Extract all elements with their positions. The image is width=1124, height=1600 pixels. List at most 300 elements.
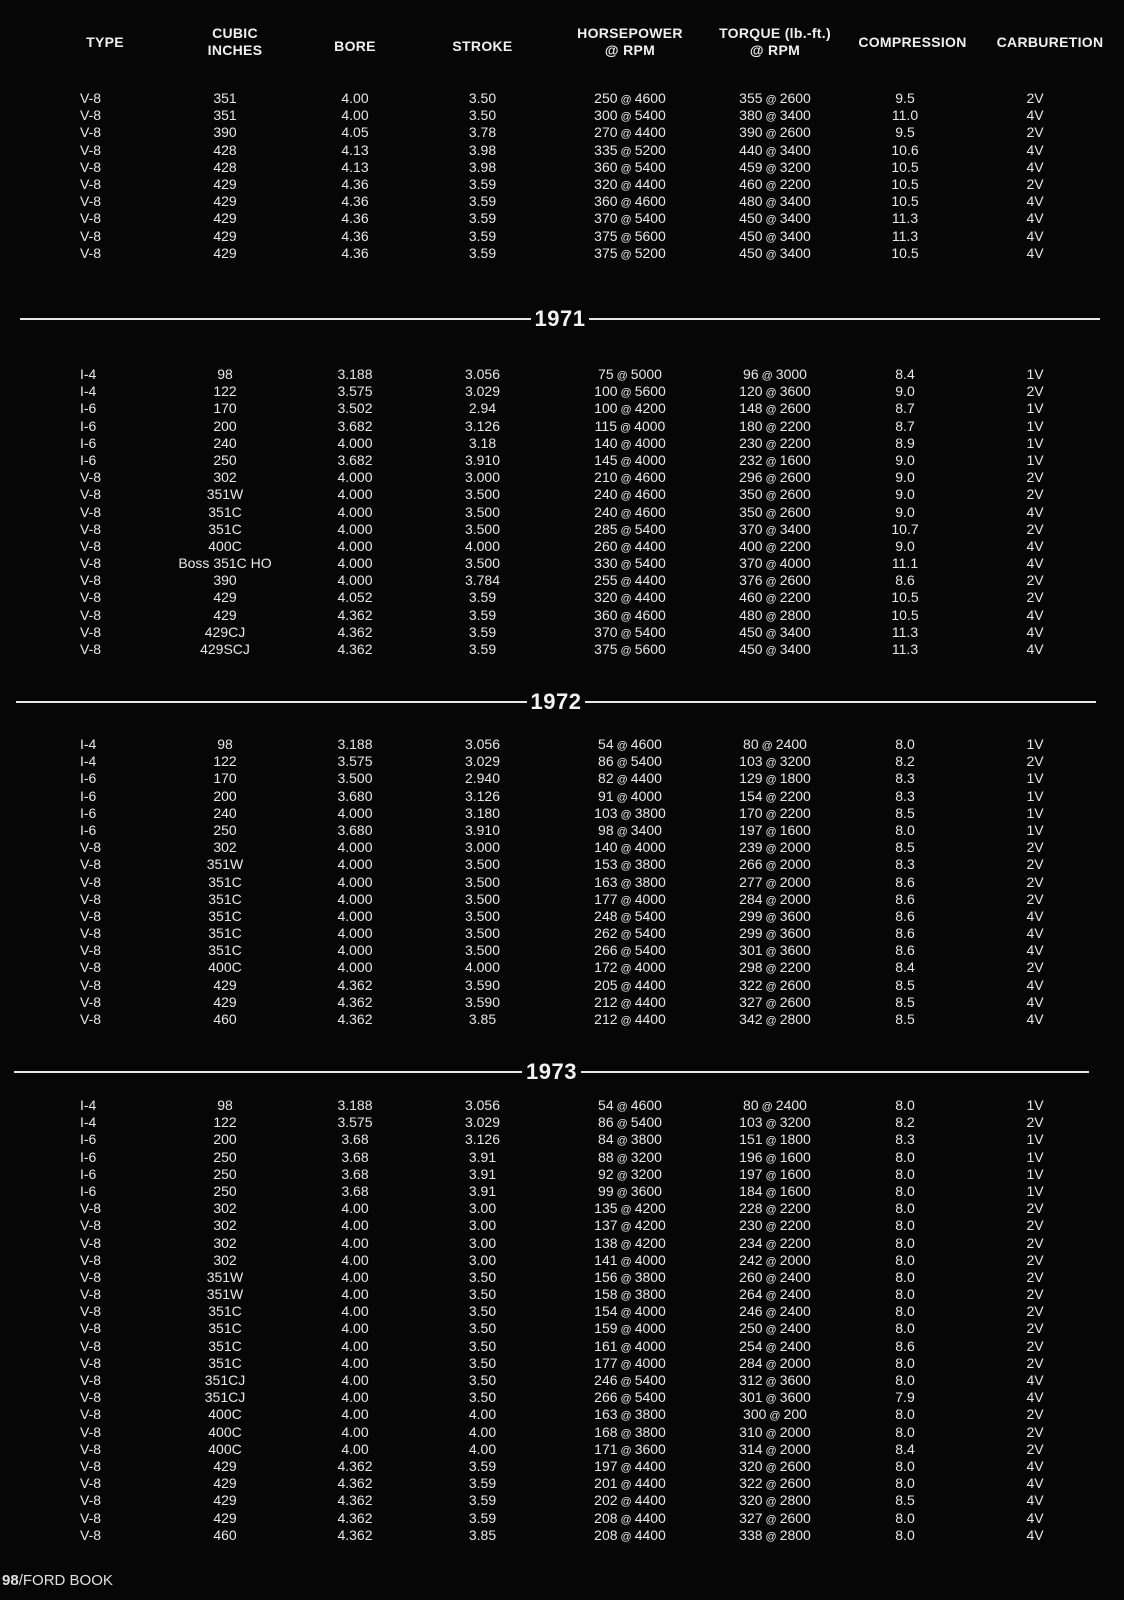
torque-value: 450 bbox=[739, 623, 763, 640]
spec-row bbox=[0, 1011, 1124, 1028]
hp-value: 92 bbox=[598, 1165, 614, 1182]
compression-cell: 8.0 bbox=[895, 736, 915, 752]
carburetion-cell: 4V bbox=[1026, 993, 1044, 1010]
at-symbol: @ bbox=[765, 179, 777, 192]
at-symbol: @ bbox=[620, 559, 632, 572]
compression-cell: 8.0 bbox=[895, 1234, 915, 1251]
torque-rpm: 2600 bbox=[779, 993, 811, 1010]
carburetion-cell: 4V bbox=[1026, 641, 1044, 657]
hp-rpm: 4600 bbox=[634, 503, 666, 520]
stroke-cell: 3.056 bbox=[464, 366, 501, 382]
at-symbol: @ bbox=[620, 128, 632, 141]
type-cell: V-8 bbox=[80, 1440, 102, 1457]
at-symbol: @ bbox=[765, 197, 777, 210]
compression-cell: 8.0 bbox=[895, 821, 915, 838]
compression-cell: 8.0 bbox=[895, 1097, 915, 1113]
spec-row bbox=[0, 435, 1124, 452]
torque-value: 459 bbox=[739, 158, 763, 175]
hp-value: 300 bbox=[594, 107, 618, 124]
hp-rpm: 5400 bbox=[634, 210, 666, 227]
cubic-inches-cell: 302 bbox=[213, 469, 237, 486]
horsepower-cell bbox=[555, 994, 705, 1013]
torque-rpm: 2200 bbox=[779, 417, 811, 434]
torque-value: 254 bbox=[739, 1337, 763, 1354]
bore-cell: 3.68 bbox=[341, 1131, 369, 1148]
at-symbol: @ bbox=[765, 1135, 777, 1148]
torque-cell bbox=[700, 521, 850, 540]
spec-row bbox=[0, 1510, 1124, 1527]
at-symbol: @ bbox=[620, 877, 632, 890]
at-symbol: @ bbox=[761, 1101, 773, 1113]
at-symbol: @ bbox=[620, 1393, 632, 1406]
torque-value: 266 bbox=[739, 856, 763, 873]
compression-cell: 10.5 bbox=[891, 158, 919, 175]
carburetion-cell: 4V bbox=[1026, 1389, 1044, 1406]
type-cell: V-8 bbox=[80, 1372, 102, 1388]
compression-cell: 9.5 bbox=[895, 90, 915, 106]
stroke-cell: 3.056 bbox=[464, 1097, 501, 1113]
torque-cell bbox=[700, 1114, 850, 1133]
carburetion-cell: 4V bbox=[1026, 1372, 1044, 1388]
horsepower-cell bbox=[555, 788, 705, 807]
compression-cell: 8.4 bbox=[895, 366, 915, 382]
spec-row bbox=[0, 856, 1124, 873]
carburetion-cell: 1V bbox=[1026, 787, 1044, 804]
type-cell: I-6 bbox=[80, 1165, 97, 1182]
compression-cell: 8.4 bbox=[895, 1440, 915, 1457]
torque-cell bbox=[700, 366, 850, 385]
hp-value: 375 bbox=[594, 227, 618, 244]
page-number: 98 bbox=[2, 1572, 19, 1589]
torque-rpm: 2000 bbox=[779, 873, 811, 890]
at-symbol: @ bbox=[620, 1376, 632, 1388]
torque-rpm: 2600 bbox=[779, 572, 811, 589]
cubic-inches-cell: 250 bbox=[213, 1165, 237, 1182]
bore-cell: 3.500 bbox=[337, 770, 373, 787]
horsepower-cell bbox=[555, 908, 705, 927]
bore-cell: 4.000 bbox=[337, 555, 373, 572]
carburetion-cell: 2V bbox=[1026, 520, 1044, 537]
stroke-cell: 3.590 bbox=[464, 976, 501, 993]
bore-cell: 4.00 bbox=[341, 1286, 369, 1303]
at-symbol: @ bbox=[620, 1290, 632, 1303]
carburetion-cell: 1V bbox=[1026, 821, 1044, 838]
cubic-inches-cell: 429 bbox=[213, 1457, 237, 1474]
cubic-inches-cell: 429 bbox=[213, 1509, 237, 1526]
cubic-inches-cell: 429 bbox=[213, 193, 237, 210]
hp-rpm: 4400 bbox=[630, 770, 662, 787]
hp-rpm: 5400 bbox=[630, 1114, 662, 1131]
at-symbol: @ bbox=[620, 808, 632, 821]
bore-cell: 4.00 bbox=[341, 1423, 369, 1440]
at-symbol: @ bbox=[761, 740, 773, 752]
type-cell: V-8 bbox=[80, 175, 102, 192]
torque-value: 151 bbox=[739, 1131, 763, 1148]
type-cell: V-8 bbox=[80, 193, 102, 210]
horsepower-cell bbox=[555, 942, 705, 961]
torque-value: 246 bbox=[739, 1303, 763, 1320]
type-cell: I-4 bbox=[80, 1097, 97, 1113]
at-symbol: @ bbox=[765, 1290, 777, 1303]
at-symbol: @ bbox=[765, 808, 777, 821]
stroke-cell: 3.59 bbox=[468, 1457, 497, 1474]
stroke-cell: 3.59 bbox=[468, 210, 497, 227]
compression-cell: 8.6 bbox=[895, 942, 915, 959]
spec-row bbox=[0, 1389, 1124, 1406]
hp-rpm: 4600 bbox=[634, 90, 666, 106]
torque-value: 480 bbox=[739, 606, 763, 623]
torque-rpm: 3600 bbox=[779, 907, 811, 924]
bore-cell: 3.502 bbox=[337, 400, 373, 417]
hp-rpm: 3800 bbox=[634, 1406, 666, 1423]
at-symbol: @ bbox=[620, 248, 632, 261]
bore-cell: 4.362 bbox=[337, 976, 373, 993]
horsepower-cell bbox=[555, 1303, 705, 1322]
spec-row bbox=[0, 839, 1124, 856]
bore-cell: 3.575 bbox=[337, 753, 373, 770]
torque-rpm: 2200 bbox=[779, 434, 811, 451]
compression-cell: 8.5 bbox=[895, 839, 915, 856]
compression-cell: 8.5 bbox=[895, 804, 915, 821]
at-symbol: @ bbox=[620, 162, 632, 175]
horsepower-cell bbox=[555, 959, 705, 978]
torque-cell bbox=[700, 1406, 850, 1425]
hp-rpm: 3800 bbox=[634, 1423, 666, 1440]
spec-row bbox=[0, 228, 1124, 245]
torque-value: 228 bbox=[739, 1200, 763, 1217]
carburetion-cell: 4V bbox=[1026, 141, 1044, 158]
hp-value: 153 bbox=[594, 856, 618, 873]
stroke-cell: 3.00 bbox=[468, 1200, 497, 1217]
at-symbol: @ bbox=[765, 1118, 777, 1131]
carburetion-cell: 2V bbox=[1026, 1406, 1044, 1423]
carburetion-cell: 4V bbox=[1026, 210, 1044, 227]
horsepower-cell bbox=[555, 641, 705, 660]
bore-cell: 4.000 bbox=[337, 804, 373, 821]
spec-row bbox=[0, 124, 1124, 141]
cubic-inches-cell: 351C bbox=[208, 1337, 242, 1354]
hp-value: 135 bbox=[594, 1200, 618, 1217]
torque-value: 480 bbox=[739, 193, 763, 210]
hp-rpm: 4000 bbox=[634, 959, 666, 976]
torque-value: 440 bbox=[739, 141, 763, 158]
bore-cell: 4.052 bbox=[337, 589, 373, 606]
stroke-cell: 4.00 bbox=[468, 1440, 497, 1457]
hp-value: 370 bbox=[594, 210, 618, 227]
hp-value: 177 bbox=[594, 1354, 618, 1371]
stroke-cell: 3.029 bbox=[464, 753, 501, 770]
carburetion-cell: 2V bbox=[1026, 1268, 1044, 1285]
horsepower-cell bbox=[555, 1131, 705, 1150]
horsepower-cell bbox=[555, 1217, 705, 1236]
compression-cell: 10.5 bbox=[891, 175, 919, 192]
torque-value: 299 bbox=[739, 907, 763, 924]
bore-cell: 4.05 bbox=[341, 124, 369, 141]
at-symbol: @ bbox=[620, 231, 632, 244]
carburetion-cell: 1V bbox=[1026, 434, 1044, 451]
spec-row bbox=[0, 1252, 1124, 1269]
torque-cell bbox=[700, 839, 850, 858]
torque-cell bbox=[700, 245, 850, 264]
compression-cell: 11.0 bbox=[891, 107, 919, 124]
header-horsepower: HORSEPOWER @ RPM bbox=[577, 25, 683, 58]
hp-rpm: 4400 bbox=[634, 1526, 666, 1543]
torque-cell bbox=[700, 977, 850, 996]
at-symbol: @ bbox=[620, 1238, 632, 1251]
horsepower-cell bbox=[555, 1389, 705, 1408]
stroke-cell: 3.50 bbox=[468, 1286, 497, 1303]
torque-cell bbox=[700, 90, 850, 109]
bore-cell: 4.13 bbox=[341, 141, 369, 158]
torque-cell bbox=[700, 538, 850, 557]
at-symbol: @ bbox=[616, 791, 628, 804]
horsepower-cell bbox=[555, 891, 705, 910]
horsepower-cell bbox=[555, 400, 705, 419]
stroke-cell: 3.910 bbox=[464, 451, 501, 468]
torque-cell bbox=[700, 1217, 850, 1236]
torque-value: 350 bbox=[739, 486, 763, 503]
type-cell: V-8 bbox=[80, 503, 102, 520]
type-cell: I-4 bbox=[80, 366, 97, 382]
horsepower-cell bbox=[555, 1475, 705, 1494]
bore-cell: 4.00 bbox=[341, 1354, 369, 1371]
cubic-inches-cell: 400C bbox=[208, 1440, 242, 1457]
hp-value: 103 bbox=[594, 804, 618, 821]
spec-row bbox=[0, 418, 1124, 435]
cubic-inches-cell: 250 bbox=[213, 821, 237, 838]
horsepower-cell bbox=[555, 822, 705, 841]
stroke-cell: 3.50 bbox=[468, 1372, 497, 1388]
at-symbol: @ bbox=[620, 929, 632, 942]
at-symbol: @ bbox=[620, 645, 632, 657]
spec-row bbox=[0, 641, 1124, 658]
year-label-1972: 1972 bbox=[530, 689, 582, 714]
bore-cell: 3.575 bbox=[337, 1114, 373, 1131]
compression-cell: 10.5 bbox=[891, 606, 919, 623]
stroke-cell: 3.500 bbox=[464, 890, 501, 907]
bore-cell: 4.00 bbox=[341, 1303, 369, 1320]
at-symbol: @ bbox=[765, 1015, 777, 1027]
header-carburetion: CARBURETION bbox=[996, 33, 1104, 50]
hp-value: 100 bbox=[594, 383, 618, 400]
hp-value: 86 bbox=[598, 1114, 614, 1131]
type-cell: V-8 bbox=[80, 107, 102, 124]
at-symbol: @ bbox=[616, 1118, 628, 1131]
bore-cell: 4.00 bbox=[341, 1200, 369, 1217]
torque-rpm: 2800 bbox=[779, 606, 811, 623]
torque-value: 103 bbox=[739, 753, 763, 770]
hp-rpm: 4400 bbox=[634, 1475, 666, 1492]
spec-row bbox=[0, 210, 1124, 227]
torque-cell bbox=[700, 908, 850, 927]
torque-rpm: 1600 bbox=[779, 1148, 811, 1165]
year-divider-1971 bbox=[20, 307, 1100, 331]
hp-rpm: 4600 bbox=[630, 1097, 662, 1113]
at-symbol: @ bbox=[765, 645, 777, 657]
at-symbol: @ bbox=[765, 1152, 777, 1165]
at-symbol: @ bbox=[765, 1186, 777, 1199]
at-symbol: @ bbox=[620, 860, 632, 873]
at-symbol: @ bbox=[769, 1410, 781, 1423]
torque-rpm: 1600 bbox=[779, 1182, 811, 1199]
bore-cell: 3.68 bbox=[341, 1165, 369, 1182]
bore-cell: 4.36 bbox=[341, 244, 369, 261]
torque-value: 300 bbox=[743, 1406, 767, 1423]
compression-cell: 8.5 bbox=[895, 1492, 915, 1509]
torque-cell bbox=[700, 1131, 850, 1150]
type-cell: V-8 bbox=[80, 1492, 102, 1509]
spec-rows-1970 bbox=[0, 90, 1124, 262]
hp-value: 163 bbox=[594, 873, 618, 890]
torque-value: 296 bbox=[739, 469, 763, 486]
hp-value: 266 bbox=[594, 1389, 618, 1406]
bore-cell: 4.362 bbox=[337, 641, 373, 657]
spec-row bbox=[0, 142, 1124, 159]
at-symbol: @ bbox=[765, 421, 777, 434]
compression-cell: 8.5 bbox=[895, 1011, 915, 1027]
spec-rows-1971 bbox=[0, 366, 1124, 658]
header-torque: TORQUE (lb.-ft.) @ RPM bbox=[719, 25, 831, 58]
spec-row bbox=[0, 977, 1124, 994]
stroke-cell: 3.59 bbox=[468, 193, 497, 210]
cubic-inches-cell: 429 bbox=[213, 1492, 237, 1509]
horsepower-cell bbox=[555, 1183, 705, 1202]
at-symbol: @ bbox=[765, 128, 777, 141]
at-symbol: @ bbox=[620, 490, 632, 503]
hp-rpm: 5200 bbox=[634, 141, 666, 158]
bore-cell: 3.682 bbox=[337, 451, 373, 468]
carburetion-cell: 2V bbox=[1026, 90, 1044, 106]
at-symbol: @ bbox=[765, 1358, 777, 1371]
stroke-cell: 2.94 bbox=[468, 400, 497, 417]
stroke-cell: 3.59 bbox=[468, 606, 497, 623]
horsepower-cell bbox=[555, 1286, 705, 1305]
at-symbol: @ bbox=[765, 1376, 777, 1388]
at-symbol: @ bbox=[765, 1444, 777, 1457]
torque-value: 120 bbox=[739, 383, 763, 400]
stroke-cell: 3.00 bbox=[468, 1251, 497, 1268]
horsepower-cell bbox=[555, 1406, 705, 1425]
type-cell: I-4 bbox=[80, 736, 97, 752]
hp-value: 270 bbox=[594, 124, 618, 141]
cubic-inches-cell: 351C bbox=[208, 873, 242, 890]
spec-row bbox=[0, 521, 1124, 538]
torque-value: 250 bbox=[739, 1320, 763, 1337]
hp-rpm: 5200 bbox=[634, 244, 666, 261]
bore-cell: 3.188 bbox=[337, 366, 373, 382]
bore-cell: 4.36 bbox=[341, 227, 369, 244]
torque-value: 450 bbox=[739, 227, 763, 244]
compression-cell: 8.3 bbox=[895, 787, 915, 804]
hp-rpm: 4400 bbox=[634, 976, 666, 993]
hp-value: 154 bbox=[594, 1303, 618, 1320]
type-cell: V-8 bbox=[80, 1526, 102, 1543]
horsepower-cell bbox=[555, 1320, 705, 1339]
bore-cell: 4.362 bbox=[337, 1492, 373, 1509]
torque-cell bbox=[700, 891, 850, 910]
at-symbol: @ bbox=[765, 1204, 777, 1217]
carburetion-cell: 1V bbox=[1026, 1097, 1044, 1113]
torque-cell bbox=[700, 1303, 850, 1322]
divider-rule bbox=[16, 701, 527, 703]
stroke-cell: 3.00 bbox=[468, 1234, 497, 1251]
torque-value: 460 bbox=[739, 589, 763, 606]
spec-row bbox=[0, 90, 1124, 107]
at-symbol: @ bbox=[765, 1496, 777, 1509]
at-symbol: @ bbox=[765, 214, 777, 227]
hp-value: 208 bbox=[594, 1509, 618, 1526]
hp-value: 250 bbox=[594, 90, 618, 106]
spec-row bbox=[0, 159, 1124, 176]
torque-rpm: 2600 bbox=[779, 1509, 811, 1526]
hp-rpm: 4000 bbox=[634, 417, 666, 434]
hp-rpm: 5400 bbox=[634, 1389, 666, 1406]
at-symbol: @ bbox=[620, 911, 632, 924]
at-symbol: @ bbox=[765, 1221, 777, 1234]
horsepower-cell bbox=[555, 1114, 705, 1133]
at-symbol: @ bbox=[765, 94, 777, 106]
torque-value: 154 bbox=[739, 787, 763, 804]
hp-rpm: 5400 bbox=[634, 1372, 666, 1388]
hp-value: 100 bbox=[594, 400, 618, 417]
type-cell: V-8 bbox=[80, 1509, 102, 1526]
carburetion-cell: 2V bbox=[1026, 890, 1044, 907]
at-symbol: @ bbox=[765, 1169, 777, 1182]
at-symbol: @ bbox=[620, 541, 632, 554]
hp-rpm: 4600 bbox=[630, 736, 662, 752]
hp-value: 172 bbox=[594, 959, 618, 976]
hp-rpm: 4200 bbox=[634, 400, 666, 417]
torque-value: 322 bbox=[739, 1475, 763, 1492]
horsepower-cell bbox=[555, 925, 705, 944]
compression-cell: 9.5 bbox=[895, 124, 915, 141]
type-cell: V-8 bbox=[80, 1303, 102, 1320]
torque-rpm: 2800 bbox=[779, 1492, 811, 1509]
year-divider-1972 bbox=[16, 690, 1096, 714]
torque-value: 322 bbox=[739, 976, 763, 993]
carburetion-cell: 2V bbox=[1026, 1217, 1044, 1234]
hp-value: 248 bbox=[594, 907, 618, 924]
type-cell: V-8 bbox=[80, 1234, 102, 1251]
hp-rpm: 5600 bbox=[634, 383, 666, 400]
spec-row bbox=[0, 1424, 1124, 1441]
bore-cell: 3.188 bbox=[337, 1097, 373, 1113]
at-symbol: @ bbox=[765, 929, 777, 942]
horsepower-cell bbox=[555, 1269, 705, 1288]
stroke-cell: 3.59 bbox=[468, 1509, 497, 1526]
type-cell: V-8 bbox=[80, 993, 102, 1010]
torque-rpm: 2200 bbox=[779, 1200, 811, 1217]
torque-cell bbox=[700, 1372, 850, 1391]
type-cell: V-8 bbox=[80, 1320, 102, 1337]
stroke-cell: 3.500 bbox=[464, 486, 501, 503]
type-cell: V-8 bbox=[80, 942, 102, 959]
torque-rpm: 1600 bbox=[779, 451, 811, 468]
at-symbol: @ bbox=[765, 162, 777, 175]
torque-rpm: 3200 bbox=[779, 753, 811, 770]
type-cell: V-8 bbox=[80, 907, 102, 924]
at-symbol: @ bbox=[765, 894, 777, 907]
hp-rpm: 4600 bbox=[634, 606, 666, 623]
at-symbol: @ bbox=[765, 541, 777, 554]
torque-cell bbox=[700, 418, 850, 437]
cubic-inches-cell: 98 bbox=[217, 366, 233, 382]
type-cell: V-8 bbox=[80, 873, 102, 890]
hp-value: 156 bbox=[594, 1268, 618, 1285]
header-cubic-inches: CUBIC INCHES bbox=[207, 25, 263, 58]
hp-rpm: 3600 bbox=[630, 1182, 662, 1199]
at-symbol: @ bbox=[616, 757, 628, 770]
